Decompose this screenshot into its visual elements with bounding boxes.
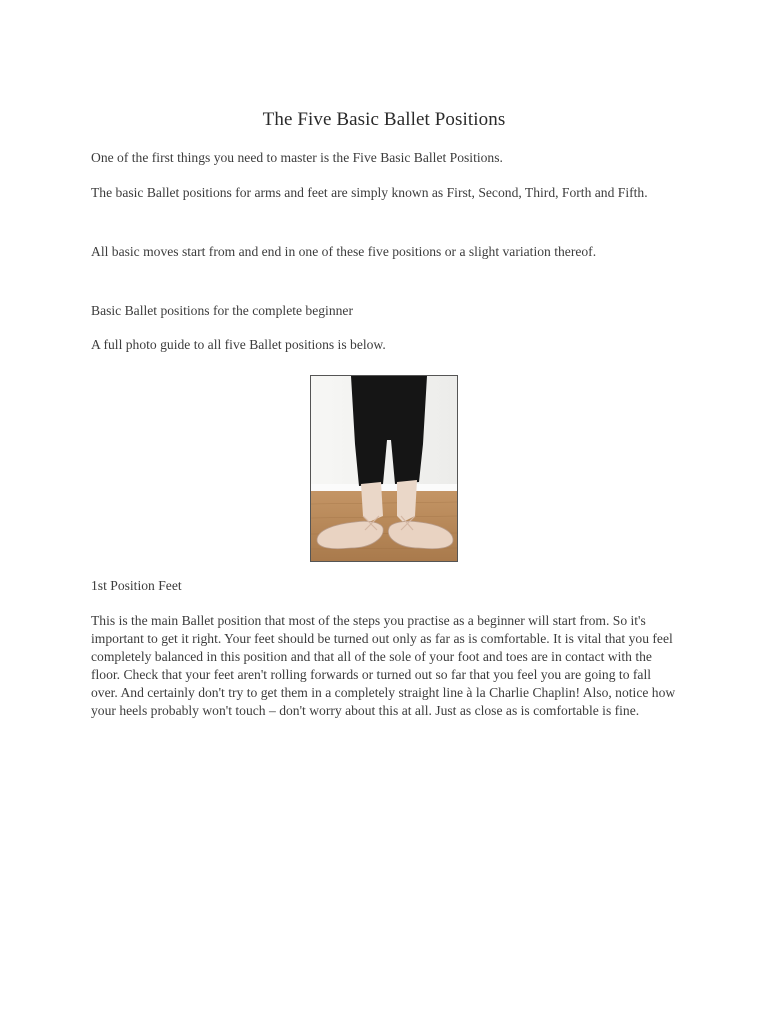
intro-paragraph: One of the first things you need to master is the Five Basic Ballet Positions. xyxy=(91,150,503,165)
photo-guide-paragraph: A full photo guide to all five Ballet positions is below. xyxy=(91,337,386,352)
body-paragraph: This is the main Ballet position that most of the steps you practise as a beginner will start from. So it's important to get it right. Your feet should be turned out only as far as is comfortable. It is vital that you feel completely balanced in this position and that all of the sole of your foot and toes are in contact with the floor. Check that your feet aren't rolling forwards or turned out so far that you feel you are going to fall over. And certainly don't try to get them in a completely straight line à la Charlie Chaplin! Also, notice how your heels probably won't touch – don't worry about this at all. Just as close as is comfortable is fine. xyxy=(91,613,676,718)
beginner-heading: Basic Ballet positions for the complete beginner xyxy=(91,303,353,318)
positions-paragraph: The basic Ballet positions for arms and feet are simply known as First, Second, Third, Forth and Fifth. xyxy=(91,185,648,200)
baseboard xyxy=(311,484,457,492)
photo-caption: 1st Position Feet xyxy=(91,578,182,593)
ballet-feet-illustration xyxy=(311,376,457,561)
page-title: The Five Basic Ballet Positions xyxy=(262,109,506,130)
ballet-feet-photo xyxy=(310,375,458,562)
moves-paragraph: All basic moves start from and end in one of these five positions or a slight variation thereof. xyxy=(91,244,597,259)
right-leg xyxy=(397,480,417,522)
left-leg xyxy=(361,482,383,522)
